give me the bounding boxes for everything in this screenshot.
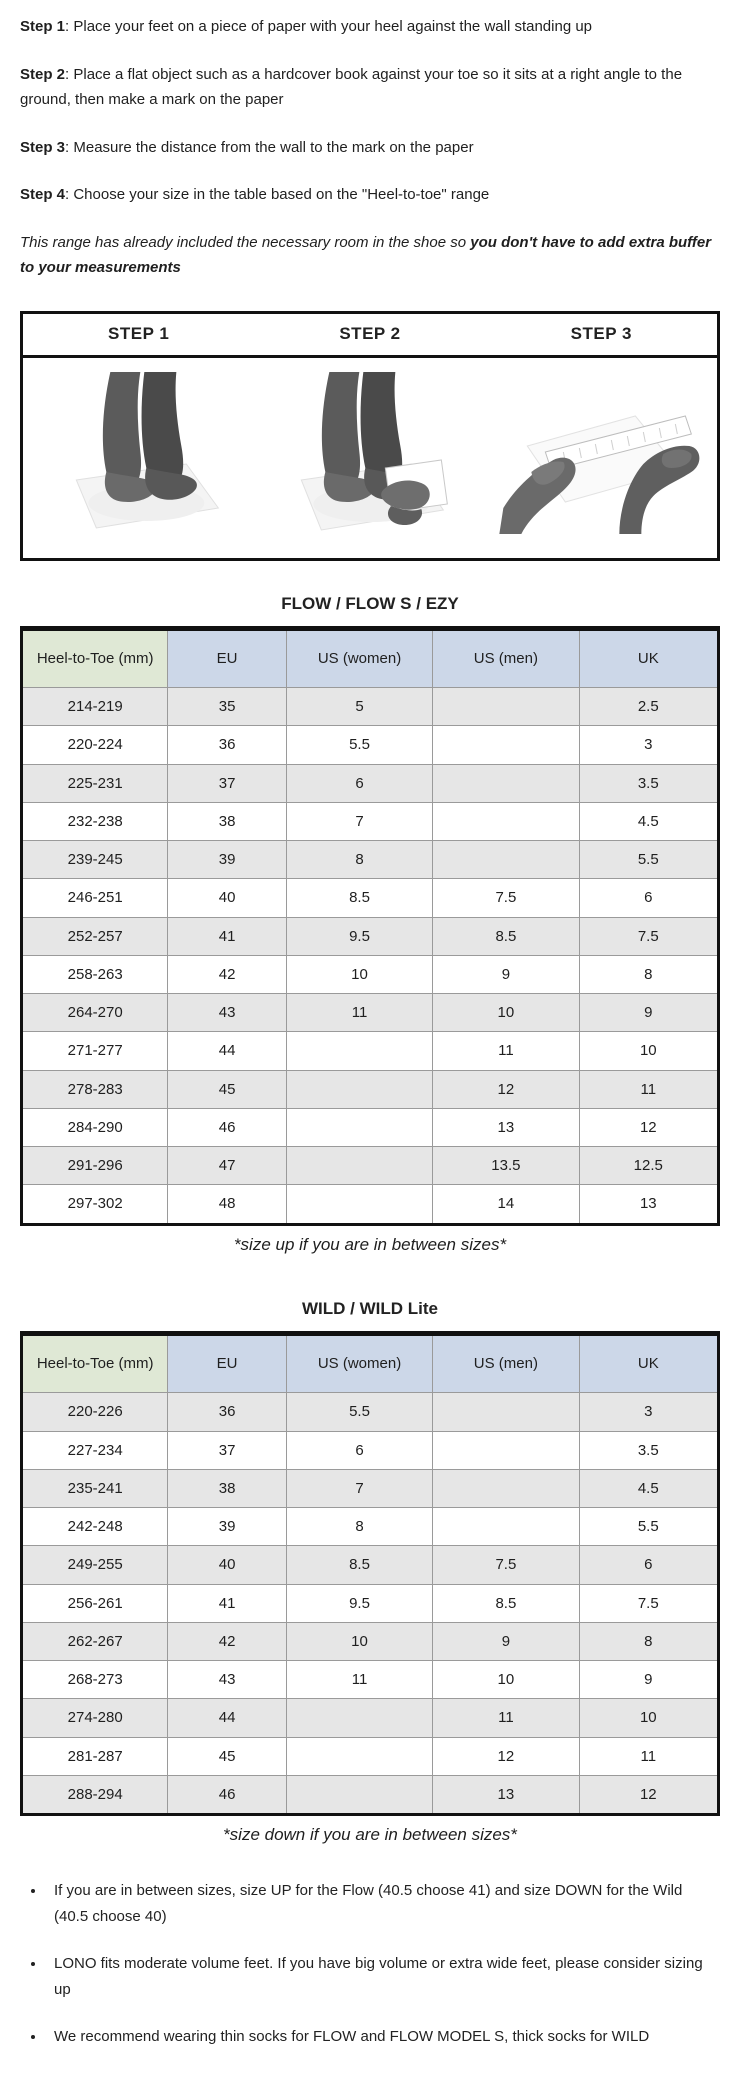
- cell-heel-to-toe: 284-290: [22, 1108, 168, 1146]
- cell-heel-to-toe: 268-273: [22, 1661, 168, 1699]
- cell-uk: 8: [579, 955, 718, 993]
- cell-us-women: [286, 1699, 432, 1737]
- cell-us-women: 11: [286, 994, 432, 1032]
- cell-us-women: [286, 1775, 432, 1814]
- cell-uk: 11: [579, 1737, 718, 1775]
- steps-figure-header-2: STEP 2: [339, 323, 401, 343]
- steps-figure-header-1: STEP 1: [108, 323, 170, 343]
- cell-eu: 39: [168, 841, 286, 879]
- cell-eu: 46: [168, 1775, 286, 1814]
- table-row: [22, 917, 719, 955]
- cell-uk: 8: [579, 1622, 718, 1660]
- cell-eu: 35: [168, 688, 286, 726]
- cell-eu: 42: [168, 1622, 286, 1660]
- cell-heel-to-toe: 214-219: [22, 688, 168, 726]
- table-row: [22, 688, 719, 726]
- cell-us-women: 5.5: [286, 726, 432, 764]
- cell-us-men: 9: [433, 1622, 579, 1660]
- cell-heel-to-toe: 232-238: [22, 802, 168, 840]
- cell-us-women: 7: [286, 1469, 432, 1507]
- cell-us-women: 8.5: [286, 1546, 432, 1584]
- table-row: [22, 1431, 719, 1469]
- table-header-row: [22, 1335, 719, 1393]
- cell-us-men: [433, 764, 579, 802]
- step-3-illustration: [488, 368, 709, 546]
- cell-us-men: 8.5: [433, 917, 579, 955]
- cell-eu: 40: [168, 879, 286, 917]
- step-3-label: Step 3: [20, 138, 66, 156]
- steps-figure-header-3: STEP 3: [570, 323, 632, 343]
- flow-size-table-body: [22, 688, 719, 1225]
- table-row: [22, 879, 719, 917]
- cell-us-men: 13: [433, 1108, 579, 1146]
- cell-us-men: 11: [433, 1032, 579, 1070]
- flow-size-table-wrap: [20, 583, 720, 1258]
- cell-us-men: 7.5: [433, 1546, 579, 1584]
- cell-us-women: 10: [286, 1622, 432, 1660]
- step-1-line: [20, 14, 720, 40]
- cell-eu: 37: [168, 1431, 286, 1469]
- col-header-us-women: US (women): [286, 630, 432, 688]
- cell-uk: 5.5: [579, 841, 718, 879]
- cell-uk: 10: [579, 1699, 718, 1737]
- cell-us-women: 5.5: [286, 1393, 432, 1431]
- cell-eu: 43: [168, 994, 286, 1032]
- cell-us-men: [433, 688, 579, 726]
- table-row: [22, 1469, 719, 1507]
- wild-size-table-wrap: [20, 1288, 720, 1848]
- cell-us-men: 12: [433, 1070, 579, 1108]
- cell-uk: 3: [579, 726, 718, 764]
- note-part-1: This range has already included the necessary room in the shoe so: [20, 233, 471, 251]
- step-2-illustration: [260, 368, 481, 546]
- list-item: • We recommend wearing thin socks for FLOW and FLOW MODEL S, thick socks for WILD: [46, 2024, 720, 2050]
- cell-uk: 6: [579, 1546, 718, 1584]
- cell-heel-to-toe: 252-257: [22, 917, 168, 955]
- steps-figure: [20, 311, 720, 561]
- cell-eu: 40: [168, 1546, 286, 1584]
- flow-size-note: *size up if you are in between sizes*: [233, 1234, 507, 1254]
- cell-us-men: 10: [433, 1661, 579, 1699]
- cell-us-men: [433, 841, 579, 879]
- cell-us-women: 6: [286, 1431, 432, 1469]
- cell-heel-to-toe: 274-280: [22, 1699, 168, 1737]
- table-row: [22, 764, 719, 802]
- cell-eu: 44: [168, 1699, 286, 1737]
- cell-us-women: [286, 1147, 432, 1185]
- col-header-us-men: US (men): [433, 1335, 579, 1393]
- table-row: [22, 726, 719, 764]
- cell-eu: 48: [168, 1185, 286, 1224]
- cell-us-women: 6: [286, 764, 432, 802]
- cell-heel-to-toe: 246-251: [22, 879, 168, 917]
- step-4-line: [20, 182, 720, 208]
- cell-eu: 43: [168, 1661, 286, 1699]
- cell-uk: 3: [579, 1393, 718, 1431]
- table-row: [22, 1070, 719, 1108]
- cell-us-women: 8: [286, 841, 432, 879]
- table-row: [22, 802, 719, 840]
- col-header-eu: EU: [168, 630, 286, 688]
- cell-uk: 3.5: [579, 1431, 718, 1469]
- cell-heel-to-toe: 288-294: [22, 1775, 168, 1814]
- cell-us-men: 7.5: [433, 879, 579, 917]
- cell-uk: 12: [579, 1775, 718, 1814]
- step-3-text: : Measure the distance from the wall to the mark on the paper: [65, 138, 474, 156]
- cell-us-women: 9.5: [286, 1584, 432, 1622]
- table-row: [22, 1584, 719, 1622]
- cell-uk: 13: [579, 1185, 718, 1224]
- cell-eu: 45: [168, 1737, 286, 1775]
- col-header-uk: UK: [579, 1335, 718, 1393]
- cell-us-women: [286, 1032, 432, 1070]
- cell-heel-to-toe: 264-270: [22, 994, 168, 1032]
- cell-uk: 7.5: [579, 1584, 718, 1622]
- col-header-uk: UK: [579, 630, 718, 688]
- cell-heel-to-toe: 220-226: [22, 1393, 168, 1431]
- cell-uk: 3.5: [579, 764, 718, 802]
- cell-uk: 10: [579, 1032, 718, 1070]
- cell-us-women: 8.5: [286, 879, 432, 917]
- cell-us-women: [286, 1185, 432, 1224]
- table-row: [22, 1147, 719, 1185]
- cell-heel-to-toe: 281-287: [22, 1737, 168, 1775]
- measurement-note: [20, 230, 720, 281]
- step-2-line: [20, 62, 720, 113]
- cell-us-men: [433, 1469, 579, 1507]
- step-1-illustration: [31, 368, 252, 546]
- cell-heel-to-toe: 258-263: [22, 955, 168, 993]
- cell-uk: 7.5: [579, 917, 718, 955]
- cell-us-women: 10: [286, 955, 432, 993]
- cell-us-women: [286, 1737, 432, 1775]
- table-row: [22, 1108, 719, 1146]
- cell-us-men: 10: [433, 994, 579, 1032]
- cell-heel-to-toe: 235-241: [22, 1469, 168, 1507]
- cell-us-women: [286, 1108, 432, 1146]
- wild-size-table-body: [22, 1393, 719, 1815]
- cell-eu: 36: [168, 1393, 286, 1431]
- cell-eu: 47: [168, 1147, 286, 1185]
- col-header-us-women: US (women): [286, 1335, 432, 1393]
- step-4-text: : Choose your size in the table based on the "Heel-to-toe" range: [65, 186, 490, 203]
- cell-heel-to-toe: 249-255: [22, 1546, 168, 1584]
- cell-eu: 44: [168, 1032, 286, 1070]
- steps-figure-headers: [23, 314, 717, 358]
- cell-us-men: [433, 1431, 579, 1469]
- cell-us-women: [286, 1070, 432, 1108]
- cell-us-men: 14: [433, 1185, 579, 1224]
- table-row: [22, 1185, 719, 1224]
- table-row: [22, 1737, 719, 1775]
- step-2-label: Step 2: [20, 65, 66, 83]
- cell-us-men: [433, 726, 579, 764]
- cell-eu: 45: [168, 1070, 286, 1108]
- table-row: [22, 994, 719, 1032]
- fit-tips-list: [20, 1878, 720, 2050]
- step-4-label: Step 4: [20, 186, 66, 203]
- cell-uk: 4.5: [579, 1469, 718, 1507]
- table-row: [22, 1775, 719, 1814]
- steps-figure-images: [23, 358, 717, 558]
- cell-eu: 46: [168, 1108, 286, 1146]
- flow-size-table-title: FLOW / FLOW S / EZY: [20, 583, 720, 628]
- cell-heel-to-toe: 271-277: [22, 1032, 168, 1070]
- step-1-text: : Place your feet on a piece of paper with your heel against the wall standing up: [65, 18, 593, 35]
- cell-us-women: 8: [286, 1508, 432, 1546]
- cell-heel-to-toe: 225-231: [22, 764, 168, 802]
- table-row: [22, 955, 719, 993]
- cell-eu: 41: [168, 917, 286, 955]
- cell-uk: 12.5: [579, 1147, 718, 1185]
- cell-heel-to-toe: 227-234: [22, 1431, 168, 1469]
- col-header-eu: EU: [168, 1335, 286, 1393]
- cell-us-women: 11: [286, 1661, 432, 1699]
- cell-us-men: 12: [433, 1737, 579, 1775]
- cell-eu: 42: [168, 955, 286, 993]
- table-row: [22, 841, 719, 879]
- cell-heel-to-toe: 239-245: [22, 841, 168, 879]
- cell-us-men: 13: [433, 1775, 579, 1814]
- cell-us-men: 8.5: [433, 1584, 579, 1622]
- cell-uk: 11: [579, 1070, 718, 1108]
- cell-uk: 9: [579, 1661, 718, 1699]
- cell-eu: 38: [168, 1469, 286, 1507]
- cell-eu: 41: [168, 1584, 286, 1622]
- col-header-us-men: US (men): [433, 630, 579, 688]
- cell-uk: 9: [579, 994, 718, 1032]
- cell-heel-to-toe: 297-302: [22, 1185, 168, 1224]
- cell-us-men: 13.5: [433, 1147, 579, 1185]
- cell-us-men: [433, 1508, 579, 1546]
- cell-heel-to-toe: 291-296: [22, 1147, 168, 1185]
- wild-size-table-title: WILD / WILD Lite: [20, 1288, 720, 1333]
- cell-eu: 36: [168, 726, 286, 764]
- cell-us-men: 11: [433, 1699, 579, 1737]
- cell-us-men: 9: [433, 955, 579, 993]
- flow-size-table: [20, 583, 720, 1226]
- table-row: [22, 1699, 719, 1737]
- note-part-2: you don't have to add extra buffer to your measurements: [20, 233, 712, 276]
- wild-size-note: *size down if you are in between sizes*: [223, 1825, 517, 1845]
- cell-us-women: 7: [286, 802, 432, 840]
- table-row: [22, 1622, 719, 1660]
- cell-heel-to-toe: 220-224: [22, 726, 168, 764]
- step-2-text: : Place a flat object such as a hardcover book against your toe so it sits at a right angle to the ground, then make a mark on the paper: [20, 65, 683, 108]
- wild-size-table: [20, 1288, 720, 1816]
- table-row: [22, 1508, 719, 1546]
- cell-heel-to-toe: 262-267: [22, 1622, 168, 1660]
- table-row: [22, 1393, 719, 1431]
- step-1-label: Step 1: [20, 18, 66, 35]
- cell-eu: 38: [168, 802, 286, 840]
- list-item: • If you are in between sizes, size UP for the Flow (40.5 choose 41) and size DOWN for the Wild (40.5 choose 40): [46, 1878, 720, 1929]
- cell-uk: 2.5: [579, 688, 718, 726]
- cell-eu: 37: [168, 764, 286, 802]
- cell-eu: 39: [168, 1508, 286, 1546]
- cell-us-women: 9.5: [286, 917, 432, 955]
- step-3-line: [20, 135, 720, 161]
- list-item: • LONO fits moderate volume feet. If you have big volume or extra wide feet, please consider sizing up: [46, 1951, 720, 2002]
- cell-heel-to-toe: 256-261: [22, 1584, 168, 1622]
- col-header-heel-to-toe: Heel-to-Toe (mm): [22, 1335, 168, 1393]
- cell-uk: 12: [579, 1108, 718, 1146]
- table-row: [22, 1546, 719, 1584]
- table-row: [22, 1032, 719, 1070]
- table-row: [22, 1661, 719, 1699]
- col-header-heel-to-toe: Heel-to-Toe (mm): [22, 630, 168, 688]
- cell-us-men: [433, 1393, 579, 1431]
- cell-us-women: 5: [286, 688, 432, 726]
- cell-heel-to-toe: 278-283: [22, 1070, 168, 1108]
- cell-uk: 6: [579, 879, 718, 917]
- cell-heel-to-toe: 242-248: [22, 1508, 168, 1546]
- cell-uk: 5.5: [579, 1508, 718, 1546]
- cell-uk: 4.5: [579, 802, 718, 840]
- cell-us-men: [433, 802, 579, 840]
- table-header-row: [22, 630, 719, 688]
